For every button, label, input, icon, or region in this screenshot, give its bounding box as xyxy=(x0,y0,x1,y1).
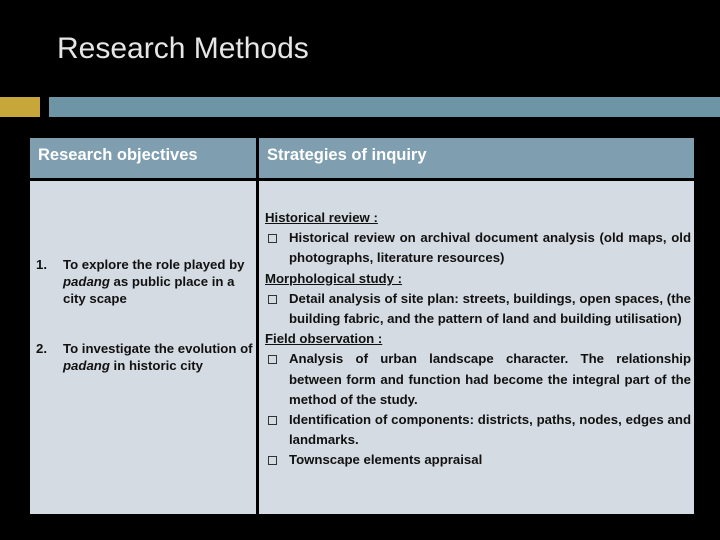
bullet-text: Townscape elements appraisal xyxy=(289,452,483,468)
objective-number: 2. xyxy=(36,341,47,356)
bullet-item xyxy=(265,289,691,329)
strategies-cell xyxy=(259,181,694,514)
square-bullet-icon xyxy=(268,456,277,465)
objective-text: To explore the role played by padang as public place in a city scape xyxy=(63,257,245,306)
methods-table xyxy=(30,138,694,514)
header-strategies-of-inquiry: Strategies of inquiry xyxy=(259,138,694,178)
square-bullet-icon xyxy=(268,355,277,364)
square-bullet-icon xyxy=(268,234,277,243)
section-heading: Field observation : xyxy=(265,331,383,347)
bullet-text: Historical review on archival document analysis (old maps, old photographs, literature resources) xyxy=(289,230,691,266)
accent-bar-gold xyxy=(0,97,40,117)
header-research-objectives: Research objectives xyxy=(30,138,256,178)
bullet-text: Identification of components: districts, paths, nodes, edges and landmarks. xyxy=(289,412,691,448)
bullet-item xyxy=(265,410,691,450)
section-heading: Morphological study : xyxy=(265,270,403,286)
bullet-text: Analysis of urban landscape character. The relationship between form and function had become the integral part of the method of the study. xyxy=(289,351,691,407)
slide-title: Research Methods xyxy=(57,32,309,65)
bullet-item xyxy=(265,228,691,268)
bullet-item xyxy=(265,349,691,410)
objective-text: To investigate the evolution of padang in historic city xyxy=(63,341,253,373)
bullet-item xyxy=(265,450,691,470)
strategies-list xyxy=(265,208,691,471)
square-bullet-icon xyxy=(268,295,277,304)
section-heading: Historical review : xyxy=(265,210,378,225)
square-bullet-icon xyxy=(268,416,277,425)
objective-number: 1. xyxy=(36,257,47,272)
objectives-cell xyxy=(30,181,256,514)
bullet-text: Detail analysis of site plan: streets, buildings, open spaces, (the building fabric, and the pattern of land and building utilisation) xyxy=(289,290,691,327)
accent-bar-blue xyxy=(49,97,720,117)
